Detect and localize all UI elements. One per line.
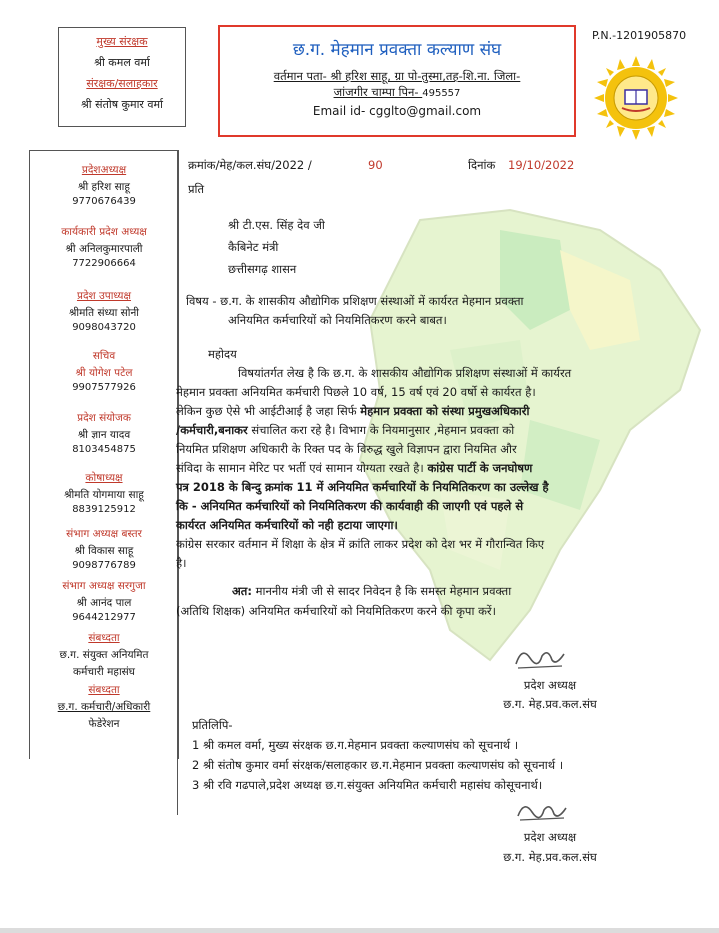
member-phone: 9098776789 [72, 560, 136, 571]
request-line-1: अत: माननीय मंत्री जी से सादर निवेदन है कि समस्त मेहमान प्रवक्ता [232, 584, 512, 598]
reference-number: 90 [368, 158, 383, 172]
member-role: संबध्दता [88, 684, 120, 696]
address-line-2: जांजगीर चाम्पा पिन- [333, 85, 423, 99]
body-line: नियमित प्रशिक्षण अधिकारी के रिक्त पद के विरुद्ध खुले विज्ञापन द्वारा नियमित और [176, 442, 517, 456]
body-line: कार्यरत अनियमित कर्मचारियों को नही हटाया जाएगा। [176, 518, 398, 532]
member-name: छ.ग. संयुक्त अनियमित [59, 649, 149, 661]
member-role: प्रदेश संयोजक [77, 412, 131, 424]
member-name: श्री योगेश पटेल [75, 367, 133, 379]
letterhead-box [218, 25, 576, 137]
member-role: संभाग अध्यक्ष सरगुजा [62, 580, 146, 592]
member-phone: 8839125912 [72, 504, 136, 515]
org-title: छ.ग. मेहमान प्रवक्ता कल्याण संघ [292, 40, 502, 60]
advisor-name: श्री संतोष कुमार वर्मा [81, 98, 163, 111]
recipient-name: श्री टी.एस. सिंह देव जी [228, 218, 325, 232]
member-phone: 9770676439 [72, 196, 136, 207]
email: Email id- cgglto@gmail.com [312, 104, 482, 118]
copy-label: प्रतिलिपि- [192, 718, 233, 732]
member-detail: फेडेरेशन [88, 718, 120, 730]
sidebar-entry [30, 349, 178, 393]
copy-item: 2 श्री संतोष कुमार वर्मा संरक्षक/सलाहकार छ.ग.मेहमान प्रवक्ता कल्याणसंघ को सूचनार्थ । [192, 758, 564, 772]
member-name: श्री विकास साहू [74, 545, 134, 557]
member-name: श्री आनंद पाल [76, 597, 132, 609]
body-line: लेकिन कुछ ऐसे भी आईटीआई है जहा सिर्फ मेहमान प्रवक्ता को संस्था प्रमुखअधिकारी [176, 404, 530, 418]
sidebar-entry [30, 631, 178, 679]
member-role: कोषाध्यक्ष [85, 472, 123, 484]
member-role: प्रदेश उपाध्यक्ष [76, 290, 132, 302]
member-name: श्रीमति संध्या सोनी [68, 307, 140, 319]
body-line: कांग्रेस सरकार वर्तमान में शिक्षा के क्षेत्र में क्रांति लाकर प्रदेश को देश भर में गौरान्वित किए [176, 537, 545, 551]
request-line-2: (अतिथि शिक्षक) अनियमित कर्मचारियों को नियमितिकरण करने की कृपा करें। [176, 604, 496, 618]
date-label: दिनांक [468, 158, 496, 172]
member-name: श्री ज्ञान यादव [77, 429, 131, 441]
member-role: संभाग अध्यक्ष बस्तर [66, 528, 142, 540]
member-detail: कर्मचारी महासंघ [73, 666, 135, 678]
reference-label: क्रमांक/मेह/कल.संघ/2022 / [188, 158, 312, 172]
registration-number: P.N.-1201905870 [592, 29, 687, 42]
signature-image-2 [514, 796, 574, 826]
body-line: संविदा के सामान मेरिट पर भर्ती एवं सामान योग्यता रखते है। कांग्रेस पार्टी के जनघोषण [176, 461, 533, 475]
recipient-office: छत्तीसगढ़ शासन [228, 262, 297, 276]
sidebar-entry [30, 579, 178, 623]
advisor-role: संरक्षक/सलाहकार [86, 77, 158, 90]
signatory-org-2: छ.ग. मेह.प्रव.कल.संघ [503, 850, 597, 864]
body-line: पत्र 2018 के बिन्दु क्रमांक 11 में अनियमित कर्मचारियों के नियमितिकरण का उल्लेख है [176, 480, 549, 494]
office-bearers-sidebar [29, 150, 179, 759]
subject-line-1: विषय - छ.ग. के शासकीय औद्योगिक प्रशिक्षण संस्थाओं में कार्यरत मेहमान प्रवक्ता [186, 294, 524, 308]
body-line: /कर्मचारी,बनाकर संचालित करा रहे है। विभाग के नियमानुसार ,मेहमान प्रवक्ता को [176, 423, 515, 437]
patron-box [58, 27, 186, 127]
sidebar-entry [30, 225, 178, 269]
sidebar-entry [30, 411, 178, 455]
member-phone: 8103454875 [72, 444, 136, 455]
signatory-title: प्रदेश अध्यक्ष [523, 678, 577, 692]
signatory-org: छ.ग. मेह.प्रव.कल.संघ [503, 697, 597, 711]
body-line: कि - अनियमित कर्मचारियों को नियमितिकरण की कार्यवाही की जाएगी एवं पहले से [176, 499, 524, 513]
date-value: 19/10/2022 [508, 158, 575, 172]
body-line: मेहमान प्रवक्ता अनियमित कर्मचारी पिछले 10 वर्ष, 15 वर्ष एवं 20 वर्षो से कार्यरत है। [176, 385, 536, 399]
sidebar-entry [30, 163, 178, 207]
member-name: श्री अनिलकुमारपाली [65, 243, 143, 255]
member-role: संबध्दता [88, 632, 120, 644]
sidebar-entry [30, 471, 178, 515]
member-phone: 9907577926 [72, 382, 136, 393]
recipient-designation: कैबिनेट मंत्री [228, 240, 279, 254]
sidebar-entry [30, 683, 178, 731]
address [220, 68, 574, 102]
copy-item: 3 श्री रवि गढपाले,प्रदेश अध्यक्ष छ.ग.संयुक्त अनियमित कर्मचारी महासंघ कोसूचनार्थ। [192, 778, 543, 792]
member-role: सचिव [92, 350, 116, 362]
copy-item: 1 श्री कमल वर्मा, मुख्य संरक्षक छ.ग.मेहमान प्रवक्ता कल्याणसंघ को सूचनार्थ । [192, 738, 519, 752]
body-line: विषयांतर्गत लेख है कि छ.ग. के शासकीय औद्योगिक प्रशिक्षण संस्थाओं में कार्यरत [238, 366, 572, 380]
patron-role: मुख्य संरक्षक [96, 35, 148, 48]
member-name: छ.ग. कर्मचारी/अधिकारी [57, 701, 151, 713]
body-line: है। [176, 556, 187, 570]
to-label: प्रति [188, 182, 205, 196]
patron-name: श्री कमल वर्मा [94, 56, 150, 69]
member-name: श्रीमति योगमाया साहू [64, 489, 144, 501]
member-role: कार्यकारी प्रदेश अध्यक्ष [61, 226, 147, 238]
sidebar-entry [30, 289, 178, 333]
subject-line-2: अनियमित कर्मचारियों को नियमितिकरण करने बाबत। [228, 313, 447, 327]
pin-code: 495557 [422, 88, 461, 99]
member-name: श्री हरिश साहू [78, 181, 130, 193]
member-role: प्रदेशअध्यक्ष [81, 164, 127, 176]
sidebar-entry [30, 527, 178, 571]
member-phone: 9098043720 [72, 322, 136, 333]
org-seal-logo [594, 56, 678, 140]
address-line-1: वर्तमान पता- श्री हरिश साहू, ग्रा पो-तुस्मा,तह-शि.ना. जिला- [273, 69, 521, 83]
salutation: महोदय [208, 347, 237, 361]
signature-image [512, 640, 572, 674]
page-bottom-edge [0, 928, 719, 933]
member-phone: 9644212977 [72, 612, 136, 623]
member-phone: 7722906664 [72, 258, 136, 269]
signatory-title-2: प्रदेश अध्यक्ष [523, 830, 577, 844]
